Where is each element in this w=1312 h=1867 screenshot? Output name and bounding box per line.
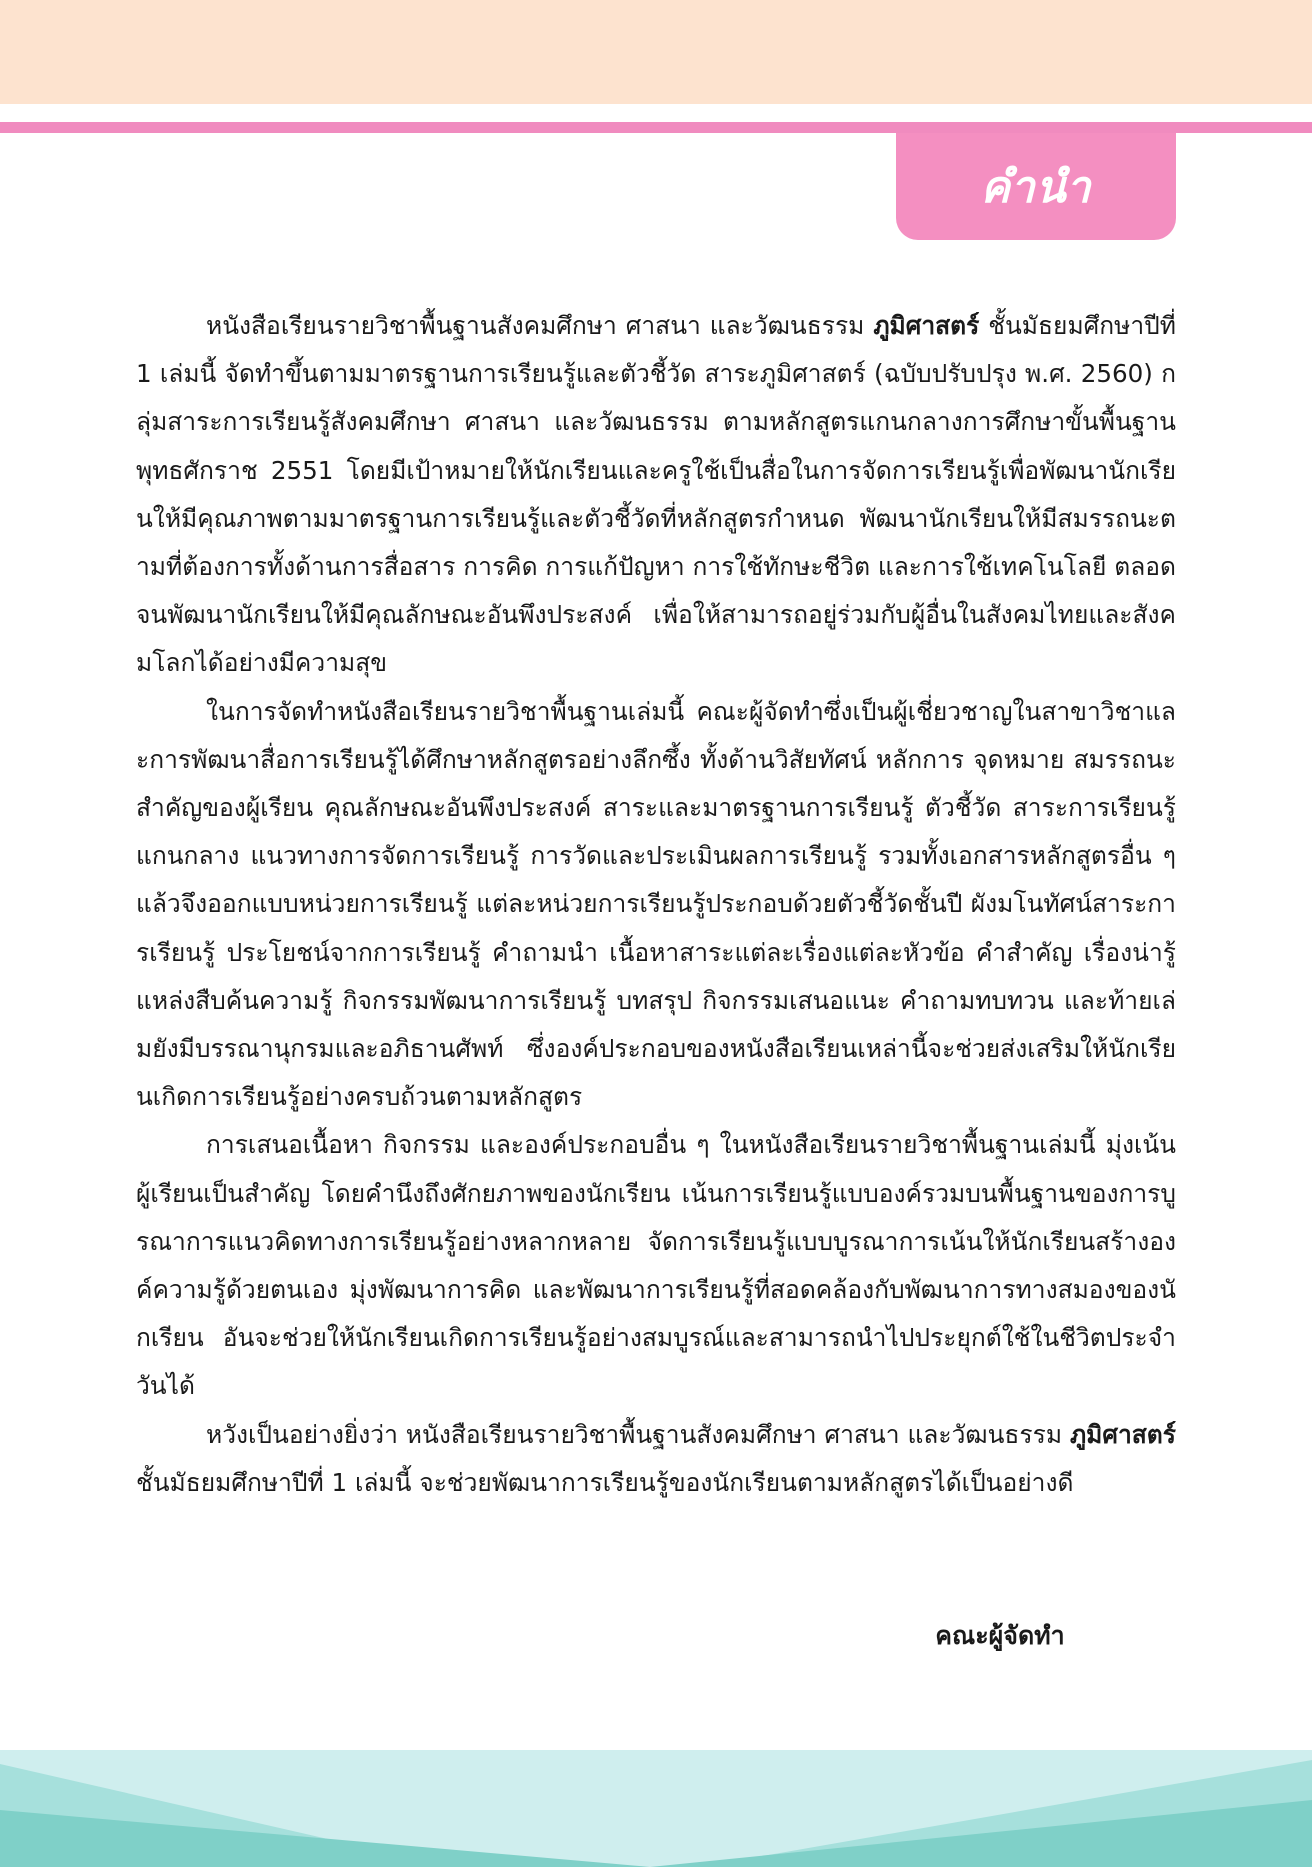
paragraph-1 [136, 302, 1176, 688]
paragraph-2 [136, 688, 1176, 1122]
header-divider [0, 122, 1312, 133]
signature: คณะผู้จัดทำ [935, 1621, 1065, 1650]
paragraph-1-pre: หนังสือเรียนรายวิชาพื้นฐานสังคมศึกษา ศาสนา และวัฒนธรรม [206, 311, 874, 340]
paragraph-3-pre: การเสนอเนื้อหา กิจกรรม และองค์ประกอบอื่น ๆ ในหนังสือเรียนรายวิชาพื้นฐานเล่มนี้ มุ่งเน้นผู้เรียนเป็นสำคัญ โดยคำนึงถึงศักยภาพของนักเรียน เน้นการเรียนรู้แบบองค์รวมบนพื้นฐานของการบูรณาการแนวคิดทางการเรียนรู้อย่างหลากหลาย จัดการเรียนรู้แบบบูรณาการเน้นให้นักเรียนสร้างองค์ความรู้ด้วยตนเอง มุ่งพัฒนาการคิด และพัฒนาการเรียนรู้ที่สอดคล้องกับพัฒนาการทางสมองของนักเรียน อันจะช่วยให้นักเรียนเกิดการเรียนรู้อย่างสมบูรณ์และสามารถนำไปประยุกต์ใช้ในชีวิตประจำวันได้ [136, 1130, 1176, 1401]
page-title: คำนำ [980, 161, 1092, 213]
paragraph-3 [136, 1121, 1176, 1410]
paragraph-1-post: ชั้นมัธยมศึกษาปีที่ 1 เล่มนี้ จัดทำขึ้นตามมาตรฐานการเรียนรู้และตัวชี้วัด สาระภูมิศาสตร์ (ฉบับปรับปรุง พ.ศ. 2560) กลุ่มสาระการเรียนรู้สังคมศึกษา ศาสนา และวัฒนธรรม ตามหลักสูตรแกนกลางการศึกษาขั้นพื้นฐาน พุทธศักราช 2551 โดยมีเป้าหมายให้นักเรียนและครูใช้เป็นสื่อในการจัดการเรียนรู้เพื่อพัฒนานักเรียนให้มีคุณภาพตามมาตรฐานการเรียนรู้และตัวชี้วัดที่หลักสูตรกำหนด พัฒนานักเรียนให้มีสมรรถนะตามที่ต้องการทั้งด้านการสื่อสาร การคิด การแก้ปัญหา การใช้ทักษะชีวิต และการใช้เทคโนโลยี ตลอดจนพัฒนานักเรียนให้มีคุณลักษณะอันพึงประสงค์ เพื่อให้สามารถอยู่ร่วมกับผู้อื่นในสังคมไทยและสังคมโลกได้อย่างมีความสุข [136, 311, 1177, 678]
title-tab [896, 133, 1176, 240]
paragraph-4 [136, 1411, 1176, 1507]
paragraph-1-bold: ภูมิศาสตร์ [873, 311, 980, 340]
paragraph-4-bold: ภูมิศาสตร์ [1069, 1419, 1176, 1449]
paragraph-4-pre: หวังเป็นอย่างยิ่งว่า หนังสือเรียนรายวิชาพื้นฐานสังคมศึกษา ศาสนา และวัฒนธรรม [206, 1419, 1070, 1449]
top-header-band [0, 0, 1312, 104]
paragraph-2-pre: ในการจัดทำหนังสือเรียนรายวิชาพื้นฐานเล่มนี้ คณะผู้จัดทำซึ่งเป็นผู้เชี่ยวชาญในสาขาวิชาและการพัฒนาสื่อการเรียนรู้ได้ศึกษาหลักสูตรอย่างลึกซึ้ง ทั้งด้านวิสัยทัศน์ หลักการ จุดหมาย สมรรถนะสำคัญของผู้เรียน คุณลักษณะอันพึงประสงค์ สาระและมาตรฐานการเรียนรู้ ตัวชี้วัด สาระการเรียนรู้แกนกลาง แนวทางการจัดการเรียนรู้ การวัดและประเมินผลการเรียนรู้ รวมทั้งเอกสารหลักสูตรอื่น ๆ แล้วจึงออกแบบหน่วยการเรียนรู้ แต่ละหน่วยการเรียนรู้ประกอบด้วยตัวชี้วัดชั้นปี ผังมโนทัศน์สาระการเรียนรู้ ประโยชน์จากการเรียนรู้ คำถามนำ เนื้อหาสาระแต่ละเรื่องแต่ละหัวข้อ คำสำคัญ เรื่องน่ารู้ แหล่งสืบค้นความรู้ กิจกรรมพัฒนาการเรียนรู้ บทสรุป กิจกรรมเสนอแนะ คำถามทบทวน และท้ายเล่มยังมีบรรณานุกรมและอภิธานศัพท์ ซึ่งองค์ประกอบของหนังสือเรียนเหล่านี้จะช่วยส่งเสริมให้นักเรียนเกิดการเรียนรู้อย่างครบถ้วนตามหลักสูตร [136, 696, 1176, 1112]
paragraph-4-post: ชั้นมัธยมศึกษาปีที่ 1 เล่มนี้ จะช่วยพัฒนาการเรียนรู้ของนักเรียนตามหลักสูตรได้เป็นอย่างดี [136, 1467, 1074, 1497]
footer-decoration [0, 1750, 1312, 1867]
preface-body [136, 302, 1176, 1507]
